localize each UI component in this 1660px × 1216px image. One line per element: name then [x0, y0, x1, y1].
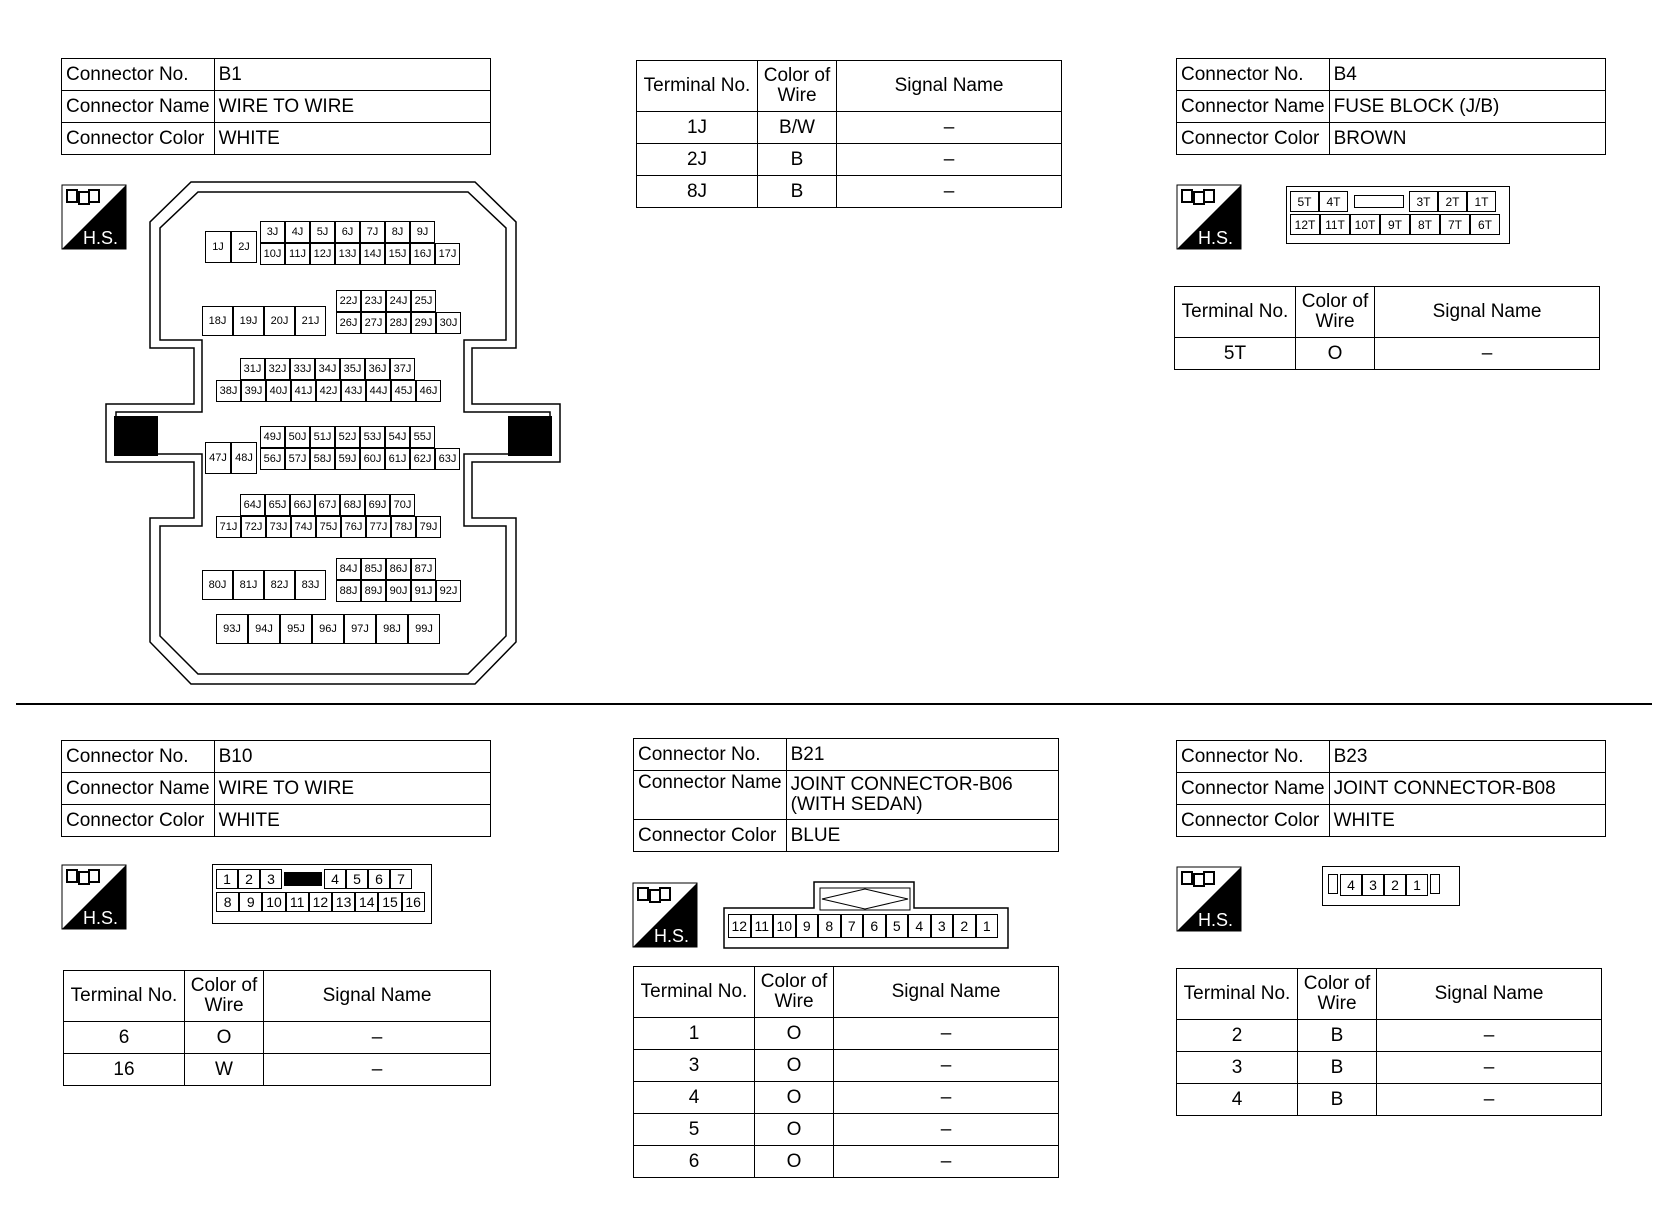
hs-label: H.S. — [83, 228, 119, 248]
wire-color: B/W — [758, 112, 837, 144]
terminal-pin: 57J — [285, 448, 310, 470]
terminal-pin: 43J — [341, 380, 366, 402]
info-label: Connector Color — [1177, 123, 1330, 155]
terminal-pin: 5J — [310, 221, 335, 243]
terminal-pin: 25J — [411, 290, 436, 312]
info-value: B1 — [214, 59, 490, 91]
terminal-pin: 22J — [336, 290, 361, 312]
terminal-pin: 93J — [216, 614, 248, 644]
terminal-pin: 68J — [340, 494, 365, 516]
wire-color: B — [758, 176, 837, 208]
terminal-pin: 19J — [233, 306, 264, 336]
info-value: WIRE TO WIRE — [214, 773, 490, 805]
terminal-pin: 10J — [260, 243, 285, 265]
header-signal-name: Signal Name — [1377, 969, 1602, 1020]
terminal-pin: 11 — [286, 892, 309, 912]
signal-name: – — [834, 1018, 1059, 1050]
terminal-pin: 38J — [216, 380, 241, 402]
terminal-pin: 27J — [361, 312, 386, 334]
latch-slot — [1328, 874, 1338, 894]
terminal-pin: 89J — [361, 580, 386, 602]
terminal-pin: 53J — [360, 426, 385, 448]
terminal-pin: 40J — [266, 380, 291, 402]
terminal-pin: 1 — [216, 869, 238, 889]
table-row — [1177, 1084, 1602, 1116]
header-signal-name: Signal Name — [1375, 287, 1600, 338]
hs-label: H.S. — [83, 908, 119, 928]
terminal-pin: 14 — [355, 892, 378, 912]
terminal-pin: 30J — [436, 312, 461, 334]
terminal-pin: 1 — [1406, 874, 1428, 896]
b23-connector-info-table — [1176, 740, 1606, 837]
header-color-of-wire: Color of Wire — [755, 967, 834, 1018]
terminal-no: 2J — [637, 144, 758, 176]
terminal-pin: 54J — [385, 426, 410, 448]
table-row — [634, 1050, 1059, 1082]
wire-color: O — [755, 1114, 834, 1146]
wire-color: O — [755, 1146, 834, 1178]
table-row — [637, 176, 1062, 208]
terminal-pin: 79J — [416, 516, 441, 538]
info-value: WHITE — [214, 805, 490, 837]
info-label: Connector No. — [1177, 59, 1330, 91]
info-label: Connector Name — [634, 771, 787, 820]
header-color-of-wire: Color of Wire — [758, 61, 837, 112]
terminal-pin: 59J — [335, 448, 360, 470]
terminal-pin: 42J — [316, 380, 341, 402]
table-row — [64, 1022, 491, 1054]
terminal-pin: 10 — [262, 892, 285, 912]
terminal-pin: 41J — [291, 380, 316, 402]
b1-connector-info-table — [61, 58, 491, 155]
header-terminal-no: Terminal No. — [1177, 969, 1298, 1020]
signal-name: – — [834, 1050, 1059, 1082]
b21-connector-info-table — [633, 738, 1059, 852]
terminal-pin: 73J — [266, 516, 291, 538]
header-signal-name: Signal Name — [834, 967, 1059, 1018]
terminal-pin: 5T — [1290, 191, 1319, 212]
terminal-pin: 8 — [818, 914, 841, 938]
wire-color: O — [185, 1022, 264, 1054]
terminal-no: 1J — [637, 112, 758, 144]
terminal-pin: 95J — [280, 614, 312, 644]
info-value: BLUE — [786, 820, 1058, 852]
table-row — [634, 1114, 1059, 1146]
terminal-pin: 55J — [410, 426, 435, 448]
b4-terminal-table — [1174, 286, 1600, 370]
terminal-pin: 34J — [315, 358, 340, 380]
table-row — [637, 112, 1062, 144]
hs-label: H.S. — [654, 926, 690, 946]
terminal-pin: 16J — [410, 243, 435, 265]
terminal-pin: 62J — [410, 448, 435, 470]
hs-label: H.S. — [1198, 228, 1234, 248]
terminal-pin: 2T — [1438, 191, 1467, 212]
terminal-pin: 39J — [241, 380, 266, 402]
terminal-pin: 18J — [202, 306, 233, 336]
terminal-pin: 66J — [290, 494, 315, 516]
terminal-pin: 2J — [231, 231, 257, 263]
header-terminal-no: Terminal No. — [1175, 287, 1296, 338]
info-value: WHITE — [1329, 805, 1605, 837]
terminal-pin: 15 — [378, 892, 401, 912]
wire-color: W — [185, 1054, 264, 1086]
info-label: Connector No. — [1177, 741, 1330, 773]
info-value: B21 — [786, 739, 1058, 771]
table-row — [1175, 338, 1600, 370]
info-value: JOINT CONNECTOR-B08 — [1329, 773, 1605, 805]
info-value: FUSE BLOCK (J/B) — [1329, 91, 1605, 123]
terminal-no: 4 — [634, 1082, 755, 1114]
terminal-pin: 65J — [265, 494, 290, 516]
terminal-no: 3 — [1177, 1052, 1298, 1084]
info-label: Connector Name — [1177, 773, 1330, 805]
terminal-no: 3 — [634, 1050, 755, 1082]
terminal-pin: 87J — [411, 558, 436, 580]
signal-name: – — [264, 1054, 491, 1086]
wire-color: O — [1296, 338, 1375, 370]
terminal-pin: 72J — [241, 516, 266, 538]
keyway-slot — [284, 872, 322, 886]
latch-left — [114, 416, 158, 456]
terminal-pin: 2 — [238, 869, 260, 889]
terminal-no: 8J — [637, 176, 758, 208]
wire-color: B — [1298, 1052, 1377, 1084]
signal-name: – — [1377, 1020, 1602, 1052]
info-label: Connector No. — [634, 739, 787, 771]
info-label: Connector No. — [62, 741, 215, 773]
signal-name: – — [834, 1146, 1059, 1178]
terminal-pin: 7 — [390, 869, 412, 889]
table-row — [634, 1018, 1059, 1050]
terminal-pin: 3 — [931, 914, 954, 938]
terminal-pin: 36J — [365, 358, 390, 380]
terminal-pin: 3 — [1362, 874, 1384, 896]
terminal-pin: 4T — [1319, 191, 1348, 212]
terminal-pin: 92J — [436, 580, 461, 602]
harness-side-icon — [1176, 184, 1242, 250]
terminal-pin: 29J — [411, 312, 436, 334]
harness-side-icon — [1176, 866, 1242, 932]
terminal-pin: 86J — [386, 558, 411, 580]
terminal-pin: 21J — [295, 306, 326, 336]
terminal-pin: 9 — [796, 914, 819, 938]
info-label: Connector Name — [1177, 91, 1330, 123]
terminal-pin: 37J — [390, 358, 415, 380]
terminal-pin: 13J — [335, 243, 360, 265]
header-signal-name: Signal Name — [264, 971, 491, 1022]
terminal-pin: 74J — [291, 516, 316, 538]
terminal-pin: 9 — [239, 892, 262, 912]
table-row — [637, 144, 1062, 176]
terminal-pin: 71J — [216, 516, 241, 538]
latch-right — [508, 416, 552, 456]
terminal-pin: 7T — [1440, 214, 1470, 235]
terminal-pin: 96J — [312, 614, 344, 644]
terminal-pin: 56J — [260, 448, 285, 470]
terminal-pin: 69J — [365, 494, 390, 516]
signal-name: – — [837, 144, 1062, 176]
terminal-pin: 7 — [841, 914, 864, 938]
terminal-no: 6 — [64, 1022, 185, 1054]
terminal-pin: 78J — [391, 516, 416, 538]
b23-terminal-table — [1176, 968, 1602, 1116]
terminal-pin: 1 — [976, 914, 999, 938]
wire-color: B — [758, 144, 837, 176]
b4-connector-info-table — [1176, 58, 1606, 155]
terminal-pin: 4J — [285, 221, 310, 243]
terminal-pin: 14J — [360, 243, 385, 265]
terminal-pin: 7J — [360, 221, 385, 243]
signal-name: – — [1375, 338, 1600, 370]
terminal-pin: 8 — [216, 892, 239, 912]
keyway-slot — [1354, 195, 1404, 208]
terminal-pin: 48J — [231, 442, 257, 474]
wire-color: O — [755, 1018, 834, 1050]
terminal-pin: 63J — [435, 448, 460, 470]
terminal-pin: 12T — [1290, 214, 1320, 235]
terminal-pin: 3T — [1409, 191, 1438, 212]
terminal-pin: 60J — [360, 448, 385, 470]
signal-name: – — [834, 1114, 1059, 1146]
signal-name: – — [1377, 1052, 1602, 1084]
info-label: Connector Color — [634, 820, 787, 852]
terminal-pin: 64J — [240, 494, 265, 516]
terminal-no: 1 — [634, 1018, 755, 1050]
terminal-no: 6 — [634, 1146, 755, 1178]
terminal-pin: 99J — [408, 614, 440, 644]
terminal-pin: 50J — [285, 426, 310, 448]
b21-terminal-table — [633, 966, 1059, 1178]
terminal-pin: 94J — [248, 614, 280, 644]
terminal-pin: 24J — [386, 290, 411, 312]
terminal-pin: 70J — [390, 494, 415, 516]
terminal-pin: 15J — [385, 243, 410, 265]
b10-connector-info-table — [61, 740, 491, 837]
terminal-pin: 12J — [310, 243, 335, 265]
terminal-pin: 6T — [1470, 214, 1500, 235]
b1-terminal-table — [636, 60, 1062, 208]
terminal-pin: 28J — [386, 312, 411, 334]
terminal-no: 16 — [64, 1054, 185, 1086]
terminal-pin: 4 — [908, 914, 931, 938]
terminal-pin: 9J — [410, 221, 435, 243]
terminal-pin: 91J — [411, 580, 436, 602]
harness-side-icon — [632, 882, 698, 948]
terminal-pin: 1T — [1467, 191, 1496, 212]
terminal-pin: 8T — [1410, 214, 1440, 235]
terminal-pin: 35J — [340, 358, 365, 380]
terminal-no: 5T — [1175, 338, 1296, 370]
info-label: Connector Color — [1177, 805, 1330, 837]
terminal-pin: 47J — [205, 442, 231, 474]
table-row — [1177, 1052, 1602, 1084]
terminal-pin: 11T — [1320, 214, 1350, 235]
terminal-pin: 77J — [366, 516, 391, 538]
terminal-pin: 2 — [1384, 874, 1406, 896]
terminal-pin: 84J — [336, 558, 361, 580]
wire-color: B — [1298, 1084, 1377, 1116]
header-terminal-no: Terminal No. — [634, 967, 755, 1018]
terminal-pin: 81J — [233, 570, 264, 600]
signal-name: – — [1377, 1084, 1602, 1116]
signal-name: – — [834, 1082, 1059, 1114]
terminal-pin: 6J — [335, 221, 360, 243]
table-row — [634, 1082, 1059, 1114]
terminal-pin: 4 — [1340, 874, 1362, 896]
terminal-pin: 98J — [376, 614, 408, 644]
terminal-pin: 20J — [264, 306, 295, 336]
terminal-pin: 31J — [240, 358, 265, 380]
terminal-pin: 75J — [316, 516, 341, 538]
terminal-pin: 32J — [265, 358, 290, 380]
section-divider — [16, 703, 1652, 705]
terminal-pin: 12 — [728, 914, 751, 938]
table-row — [1177, 1020, 1602, 1052]
terminal-pin: 88J — [336, 580, 361, 602]
header-terminal-no: Terminal No. — [637, 61, 758, 112]
info-label: Connector Color — [62, 123, 215, 155]
table-row — [634, 1146, 1059, 1178]
terminal-no: 2 — [1177, 1020, 1298, 1052]
terminal-pin: 11 — [751, 914, 774, 938]
terminal-pin: 23J — [361, 290, 386, 312]
terminal-pin: 11J — [285, 243, 310, 265]
terminal-pin: 61J — [385, 448, 410, 470]
info-value: WIRE TO WIRE — [214, 91, 490, 123]
info-value: BROWN — [1329, 123, 1605, 155]
terminal-pin: 9T — [1380, 214, 1410, 235]
table-row — [64, 1054, 491, 1086]
info-value: JOINT CONNECTOR-B06 (WITH SEDAN) — [786, 771, 1058, 820]
info-label: Connector Name — [62, 773, 215, 805]
info-value: B23 — [1329, 741, 1605, 773]
terminal-pin: 10 — [773, 914, 796, 938]
header-color-of-wire: Color of Wire — [1298, 969, 1377, 1020]
terminal-pin: 13 — [332, 892, 355, 912]
terminal-pin: 45J — [391, 380, 416, 402]
terminal-pin: 80J — [202, 570, 233, 600]
terminal-pin: 51J — [310, 426, 335, 448]
signal-name: – — [837, 176, 1062, 208]
terminal-no: 4 — [1177, 1084, 1298, 1116]
header-terminal-no: Terminal No. — [64, 971, 185, 1022]
signal-name: – — [837, 112, 1062, 144]
info-label: Connector Color — [62, 805, 215, 837]
info-label: Connector No. — [62, 59, 215, 91]
header-signal-name: Signal Name — [837, 61, 1062, 112]
info-label: Connector Name — [62, 91, 215, 123]
terminal-pin: 17J — [435, 243, 460, 265]
info-value: B10 — [214, 741, 490, 773]
signal-name: – — [264, 1022, 491, 1054]
terminal-pin: 1J — [205, 231, 231, 263]
terminal-pin: 85J — [361, 558, 386, 580]
terminal-pin: 3 — [260, 869, 282, 889]
header-color-of-wire: Color of Wire — [1296, 287, 1375, 338]
wire-color: B — [1298, 1020, 1377, 1052]
hs-label: H.S. — [1198, 910, 1234, 930]
terminal-pin: 10T — [1350, 214, 1380, 235]
terminal-pin: 5 — [346, 869, 368, 889]
info-value: B4 — [1329, 59, 1605, 91]
terminal-no: 5 — [634, 1114, 755, 1146]
terminal-pin: 12 — [309, 892, 332, 912]
terminal-pin: 4 — [324, 869, 346, 889]
terminal-pin: 6 — [863, 914, 886, 938]
terminal-pin: 52J — [335, 426, 360, 448]
terminal-pin: 6 — [368, 869, 390, 889]
terminal-pin: 2 — [953, 914, 976, 938]
terminal-pin: 67J — [315, 494, 340, 516]
terminal-pin: 5 — [886, 914, 909, 938]
header-color-of-wire: Color of Wire — [185, 971, 264, 1022]
b10-terminal-table — [63, 970, 491, 1086]
terminal-pin: 3J — [260, 221, 285, 243]
terminal-pin: 46J — [416, 380, 441, 402]
terminal-pin: 49J — [260, 426, 285, 448]
terminal-pin: 26J — [336, 312, 361, 334]
terminal-pin: 90J — [386, 580, 411, 602]
info-value: WHITE — [214, 123, 490, 155]
wire-color: O — [755, 1050, 834, 1082]
latch-slot — [1430, 874, 1440, 894]
terminal-pin: 44J — [366, 380, 391, 402]
wire-color: O — [755, 1082, 834, 1114]
terminal-pin: 76J — [341, 516, 366, 538]
harness-side-icon — [61, 864, 127, 930]
terminal-pin: 16 — [402, 892, 425, 912]
terminal-pin: 8J — [385, 221, 410, 243]
terminal-pin: 83J — [295, 570, 326, 600]
terminal-pin: 82J — [264, 570, 295, 600]
terminal-pin: 97J — [344, 614, 376, 644]
terminal-pin: 58J — [310, 448, 335, 470]
terminal-pin: 33J — [290, 358, 315, 380]
